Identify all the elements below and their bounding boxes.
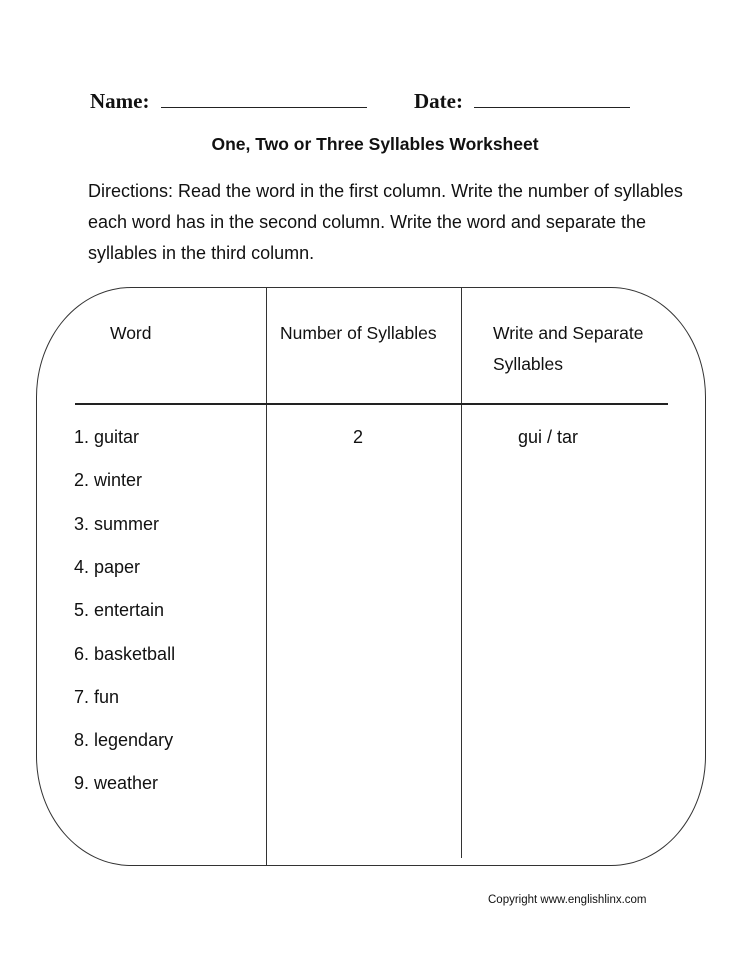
directions: Directions: Read the word in the first column. Write the number of syllables each word has in the second column. Write the word and separate the syllables in the third column. xyxy=(88,181,683,263)
name-blank[interactable] xyxy=(161,89,367,108)
row-word: 5. entertain xyxy=(74,600,165,621)
row-word: 1. guitar xyxy=(74,427,140,447)
row-word: 6. basketball xyxy=(74,643,176,664)
row-word: 7. fun xyxy=(74,686,120,707)
row-count[interactable]: 2 xyxy=(352,427,363,447)
row-separated[interactable]: gui / tar xyxy=(517,427,579,447)
worksheet-title: One, Two or Three Syllables Worksheet xyxy=(211,134,539,154)
column-header-word: Word xyxy=(110,323,152,343)
header-divider xyxy=(75,403,668,405)
row-word: 8. legendary xyxy=(74,730,174,751)
column-divider-2 xyxy=(461,288,462,858)
name-field[interactable] xyxy=(90,89,367,114)
row-word: 4. paper xyxy=(74,556,141,577)
column-header-separated: Write and Separate Syllables xyxy=(493,323,644,374)
row-word: 9. weather xyxy=(74,773,159,794)
date-label: Date: xyxy=(414,89,463,113)
date-blank[interactable] xyxy=(474,89,630,108)
row-word: 2. winter xyxy=(74,470,143,491)
date-field[interactable] xyxy=(414,89,630,114)
copyright: Copyright www.englishlinx.com xyxy=(488,894,647,906)
row-word: 3. summer xyxy=(74,513,160,534)
column-divider-1 xyxy=(266,288,267,866)
name-label: Name: xyxy=(90,89,150,113)
column-header-count: Number of Syllables xyxy=(280,323,437,343)
